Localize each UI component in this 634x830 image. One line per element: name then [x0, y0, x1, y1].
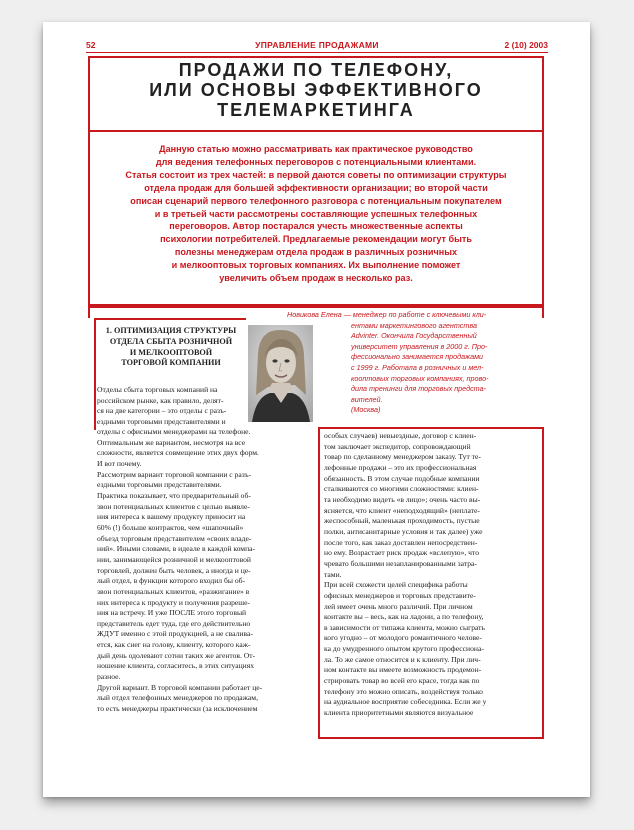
text-line: кого угодно – от молодого романтичного челове- — [324, 633, 482, 643]
text-line: но ему. Возрастает риск продаж «вслепую», что — [324, 548, 480, 558]
text-line: Отделы сбыта торговых компаний на — [97, 385, 218, 394]
author-line: вителей. — [351, 394, 383, 404]
author-line: университет управления в 2000 г. Про- — [351, 341, 488, 351]
author-line: фессионально занимается продажами — [351, 352, 484, 362]
author-line: Advinter. Окончила Государственный — [351, 331, 477, 341]
text-line: после того, как заказ доставлен непосредствен- — [324, 537, 478, 547]
author-lines — [287, 321, 542, 416]
right-column — [324, 431, 538, 719]
lead-paragraph — [108, 143, 524, 285]
frame-divider — [542, 306, 544, 318]
text-line: товар по сделанному менеджером заказу. Тут те- — [324, 452, 481, 462]
text-line: представитель едет туда, где его действительно — [97, 618, 251, 628]
article-title — [88, 60, 544, 120]
text-line: ла. То же самое относится и к клиенту. При лич- — [324, 654, 481, 664]
title-line: ПРОДАЖИ ПО ТЕЛЕФОНУ, — [178, 60, 454, 80]
author-line: Новикова Елена — менеджер по работе с ключевыми кли- — [287, 310, 487, 319]
text-line: звон потенциальных клиентов с целью выявле- — [97, 501, 250, 511]
section-frame-top — [94, 318, 246, 320]
text-line: та необходимо видеть «в лицо»; очень часто вы- — [324, 494, 481, 504]
text-line: лей имеет очень много различий. При личном — [324, 601, 473, 611]
frame-divider — [88, 306, 90, 318]
text-line: них интереса к продукту и получения разреше- — [97, 597, 251, 607]
text-line: том заключает экспедитор, сопровождающий — [324, 441, 471, 451]
lead-line: переговоров. Автор постарался учесть множественные аспекты — [169, 221, 463, 232]
text-line: офисных менеджеров и торговых представите- — [324, 590, 476, 600]
text-line: объезд торговым представителем «своих владе- — [97, 533, 252, 543]
text-line: торговлей, должен быть человек, а иногда и це- — [97, 565, 251, 575]
section-frame-left — [94, 318, 96, 430]
text-line: тами. — [324, 569, 342, 579]
text-line: Практика показывает, что предварительный об- — [97, 490, 251, 500]
text-line: в зависимости от типажа клиента, можно сыграть — [324, 622, 485, 632]
text-line: сложности, является совмещение этих двух форм. — [97, 448, 259, 458]
text-line: дый день одолевают сотни таких же агентов. От- — [97, 650, 256, 660]
text-line: то есть менеджеры практически (за исключением — [97, 704, 258, 714]
left-column — [97, 385, 309, 428]
text-line: российском рынке, как правило, делят- — [97, 395, 224, 405]
text-line: 60% (!) больше контрактов, чем «шапочный» — [97, 522, 244, 532]
page-number: 52 — [86, 40, 96, 50]
text-line: Оптимальным же вариантом, несмотря на все — [97, 437, 246, 447]
author-bio — [287, 310, 542, 416]
text-line: лефонные продажи – это их профессиональная — [324, 462, 477, 472]
lead-line: психологии потребителей. Предлагаемые рекомендации могут быть — [160, 234, 472, 245]
text-line: контакте вы – весь, как на ладони, а по телефону, — [324, 612, 484, 622]
text-line: ездными торговыми представителями. — [97, 480, 222, 490]
title-line: ИЛИ ОСНОВЫ ЭФФЕКТИВНОГО — [149, 80, 483, 100]
left-column-lower — [97, 427, 309, 715]
issue-number: 2 (10) 2003 — [504, 40, 548, 50]
text-line: Рассмотрим вариант торговой компании с разъ- — [97, 469, 252, 479]
text-line: ношение клиента, согласитесь, в этих ситуациях — [97, 661, 254, 671]
author-line: дила тренинги для торговых предста- — [351, 384, 486, 394]
running-header — [86, 40, 548, 53]
text-line: отделы с офисными менеджерами на телефоне. — [97, 427, 251, 436]
author-frame-bottom — [318, 427, 544, 429]
text-line: звон потенциальных клиентов, «разжигание» в — [97, 586, 250, 596]
section-heading-line: 1. ОПТИМИЗАЦИЯ СТРУКТУРЫ — [105, 326, 237, 335]
text-line: лый отдел, в функции которого входил бы об- — [97, 576, 246, 586]
text-line: ния интереса к вашему продукту приносит на — [97, 512, 246, 522]
lead-line: описан сценарий первого телефонного разговора с потенциальным покупателем — [130, 195, 502, 206]
text-line: ездными торговыми представителями и — [97, 416, 226, 426]
title-line: ТЕЛЕМАРКЕТИНГА — [217, 100, 415, 120]
text-line: ка до умудренного опытом крутого профессиона- — [324, 644, 484, 654]
text-line: Другой вариант. В торговой компании работает це- — [97, 682, 263, 692]
text-line: особых случаев) невыездные, договор с клиен- — [324, 431, 477, 440]
text-line: ЖДУТ именно с этой продукцией, а не сваливa- — [97, 629, 253, 639]
text-line: сталкиваются со многими сложностями: клиен- — [324, 484, 479, 494]
author-line: кооптовых торговых компаниях, прово- — [351, 373, 489, 383]
author-line: с 1999 г. Работала в розничных и мел- — [351, 362, 484, 372]
text-line: ясняется, что клиент «неподходящий» (неплате- — [324, 505, 480, 515]
title-divider — [88, 130, 544, 132]
text-line: полки, антисанитарные условия и так далее) уже — [324, 526, 483, 536]
column-frame-bottom — [318, 737, 544, 739]
text-line: клиента приоритетными являются визуальное — [324, 708, 474, 718]
text-line: При всей схожести целей специфика работы — [324, 580, 468, 590]
column-divider — [318, 427, 320, 739]
lead-line: Данную статью можно рассматривать как практическое руководство — [159, 144, 473, 154]
text-line: чревато большими незапланированными затра- — [324, 558, 477, 568]
lead-line: и мелкооптовых торговых компаниях. Их выполнение поможет — [171, 260, 461, 271]
text-line: лый отдел телефонных менеджеров по продажам, — [97, 693, 258, 703]
text-line: ется, как снег на голову, клиенту, которого каж- — [97, 640, 251, 650]
frame-divider — [88, 306, 544, 308]
text-line: ном контакте вы имеете возможность продемон- — [324, 665, 482, 675]
column-frame-right — [542, 427, 544, 739]
lead-line: и в третьей части рассмотрены составляющие успешных телефонных — [154, 208, 478, 219]
lead-line: Статья состоит из трех частей: в первой даются советы по оптимизации структуры — [125, 169, 507, 180]
text-line: стрировать товар во всей его красе, тогда как по — [324, 676, 480, 686]
text-line: телефону это можно описать, воздействуя только — [324, 686, 483, 696]
text-line: ний». Иными словами, в идеале в каждой компа- — [97, 544, 256, 554]
text-line: ся на две категории – это отделы с разъ- — [97, 406, 227, 416]
lead-line: увеличить объем продаж в несколько раз. — [219, 273, 413, 284]
text-line: жеспособный, маленькая проходимость, пустые — [324, 516, 480, 526]
section-heading-line: И МЕЛКООПТОВОЙ — [129, 347, 213, 357]
text-line: нии, занимающейся розничной и мелкооптовой — [97, 554, 251, 564]
text-line: разное. — [97, 672, 121, 682]
author-line: (Москва) — [351, 405, 381, 415]
lead-line: для ведения телефонных переговоров с потенциальными клиентами. — [155, 156, 477, 167]
running-title: УПРАВЛЕНИЕ ПРОДАЖАМИ — [255, 40, 379, 50]
text-line: на аудиальное восприятие собеседника. Если же у — [324, 697, 487, 707]
lead-line: отдела продаж для большей эффективности организации; во второй части — [144, 182, 488, 193]
section-heading-line: ТОРГОВОЙ КОМПАНИИ — [121, 358, 221, 368]
text-line: обязанность. В этом случае подобные компании — [324, 473, 480, 483]
text-line: И вот почему. — [97, 458, 142, 468]
section-heading — [102, 326, 240, 369]
author-line: ентами маркетингового агентства — [351, 320, 477, 330]
lead-line: полезны менеджерам отдела продаж в различных розничных — [174, 247, 458, 258]
text-line: ния на встречу. И уже ПОСЛЕ этого торговый — [97, 608, 247, 618]
section-heading-line: ОТДЕЛА СБЫТА РОЗНИЧНОЙ — [109, 336, 233, 346]
